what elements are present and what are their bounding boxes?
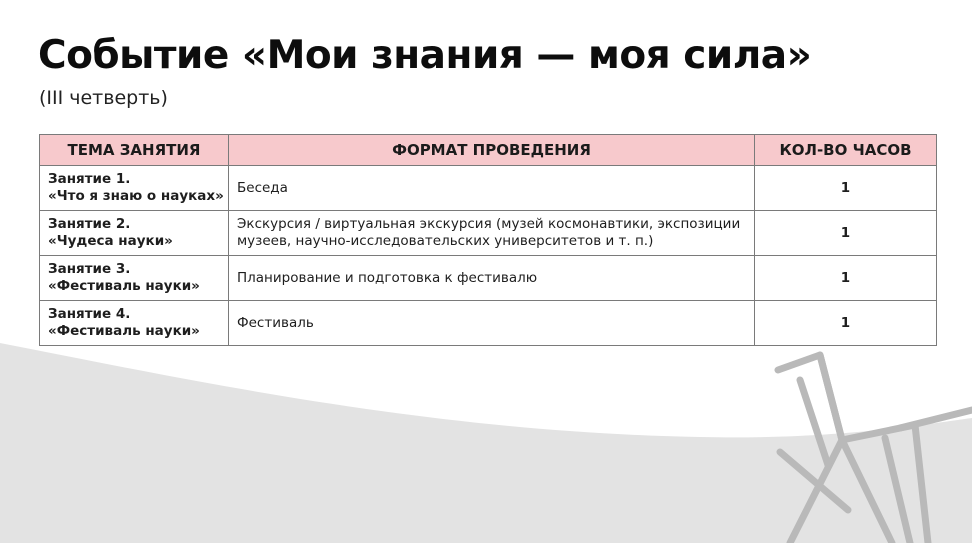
lesson-title: «Чудеса науки»: [48, 233, 173, 249]
table-row: [40, 166, 937, 211]
lesson-number: Занятие 3.: [48, 261, 131, 277]
hours-cell: 1: [755, 301, 937, 346]
lesson-title: «Фестиваль науки»: [48, 323, 200, 339]
slide-subtitle: (III четверть): [39, 87, 168, 109]
column-header-topic: ТЕМА ЗАНЯТИЯ: [40, 135, 229, 166]
hours-cell: 1: [755, 166, 937, 211]
lesson-number: Занятие 1.: [48, 171, 131, 187]
format-cell: Планирование и подготовка к фестивалю: [229, 256, 755, 301]
topic-cell: [40, 211, 229, 256]
hours-cell: 1: [755, 256, 937, 301]
lesson-title: «Что я знаю о науках»: [48, 188, 224, 204]
table-row: [40, 211, 937, 256]
column-header-hours: КОЛ-ВО ЧАСОВ: [755, 135, 937, 166]
slide-title: Событие «Мои знания — моя сила»: [38, 33, 812, 78]
hours-cell: 1: [755, 211, 937, 256]
format-cell: Беседа: [229, 166, 755, 211]
schedule-table: [39, 134, 937, 346]
topic-cell: [40, 301, 229, 346]
topic-cell: [40, 166, 229, 211]
topic-cell: [40, 256, 229, 301]
format-cell: Экскурсия / виртуальная экскурсия (музей космонавтики, экспозиции музеев, научно-исследовательских университетов и т. п.): [229, 211, 755, 256]
lesson-title: «Фестиваль науки»: [48, 278, 200, 294]
table-header-row: [40, 135, 937, 166]
column-header-format: ФОРМАТ ПРОВЕДЕНИЯ: [229, 135, 755, 166]
table-row: [40, 301, 937, 346]
lesson-number: Занятие 4.: [48, 306, 131, 322]
table-row: [40, 256, 937, 301]
lesson-number: Занятие 2.: [48, 216, 131, 232]
format-cell: Фестиваль: [229, 301, 755, 346]
